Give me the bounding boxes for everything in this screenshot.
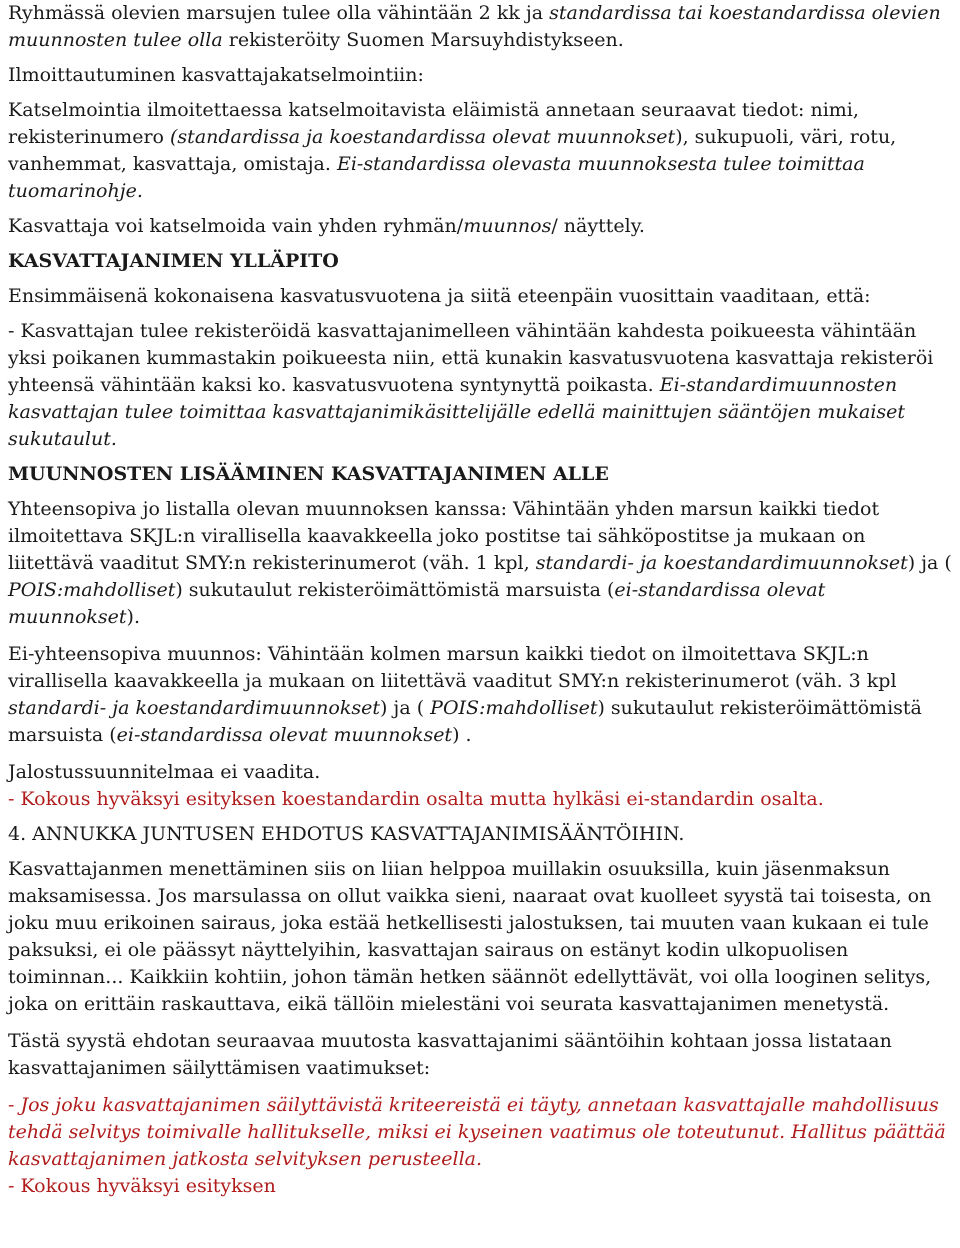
text-run: ) . [452,724,472,746]
text-run: ) sukutaulut rekisteröimättömistä marsuista ( [175,579,615,601]
paragraph-group-registration [8,0,952,54]
heading-proposal-4: 4. ANNUKKA JUNTUSEN EHDOTUS KASVATTAJANIMISÄÄNTÖIHIN. [8,823,685,845]
italic-run: muunnos [463,215,552,237]
heading-adding-variants: MUUNNOSTEN LISÄÄMINEN KASVATTAJANIMEN ALLE [8,463,609,485]
text-run: Katselmointia ilmoitettaessa katselmoitavista eläimistä annetaan seuraavat tiedot: nimi, rekisterinumero [8,99,859,148]
paragraph-enrollment-details [8,97,952,205]
italic-run: (standardissa ja koestandardissa olevat muunnokset [170,126,676,148]
text-run: / näyttely. [551,215,645,237]
italic-run: - Jos joku kasvattajanimen säilyttävistä kriteereistä ei täyty, annetaan kasvattajalle mahdollisuus tehdä selvitys toimivalle hallitukselle, miksi ei kyseinen vaatimus ole toteutunut. Hallitus päättää kasvattajanimen jatkosta selvityksen perusteella. [8,1094,946,1170]
text-run: ) ja ( [379,697,431,719]
italic-run: POIS:mahdolliset [8,579,176,601]
text-run: rekisteröity Suomen Marsuyhdistykseen. [222,29,624,51]
text-run: - Kasvattajan tulee rekisteröidä kasvattajanimelleen vähintään kahdesta poikueesta vähintään yksi poikanen kummastakin poikueesta niin, että kunakin kasvatusvuotena kasvattaja rekisteröi yhteensä vähintään kaksi ko. kasvatusvuotena syntynyttä poikasta. [8,320,934,396]
paragraph-proposal-rationale: Kasvattajanmen menettäminen siis on liian helppoa muillakin osuuksilla, kuin jäsenmaksun maksamisessa. Jos marsulassa on ollut vaikka sieni, naaraat ovat kuolleet syystä tai toisesta, on joku muu erikoinen sairaus, joka estää hetkellisesti jalostuksen, tai muuten vaan kukaan ei tule paksuksi, ei ole päässyt näyttelyihin, kasvattajan sairaus on estänyt kodin ulkopuolisen toiminnan... Kaikkiin kohtiin, johon tämän hetken säännöt edellyttävät, voi olla looginen selitys, joka on erittäin raskauttava, eikä tällöin mielestäni voi seurata kasvattajanimen menetystä. [8,858,932,1015]
text-run: Ryhmässä olevien marsujen tulee olla vähintään 2 kk ja [8,2,550,24]
text-run: ) ja ( [907,552,952,574]
text-run: Yhteensopiva jo listalla olevan muunnoksen kanssa: Vähintään yhden marsun kaikki tiedot ilmoitettava SKJL:n virallisella kaavakkeella joko postitse tai sähköpostitse ja mukaan on liitettävä vaaditut SMY:n rekisterinumerot (väh. 1 kpl, [8,498,880,574]
paragraph-incompatible-variant [8,641,952,749]
paragraph-proposal-text [8,1092,952,1173]
italic-run: standardi- ja koestandardimuunnokset [8,697,380,719]
paragraph-registration-rule [8,318,952,453]
italic-run: standardi- ja koestandardimuunnokset [535,552,908,574]
italic-run: Ei-standardissa olevasta muunnoksesta tulee toimittaa tuomarinohje. [8,153,865,202]
paragraph-proposal-change: Tästä syystä ehdotan seuraavaa muutosta kasvattajanimi sääntöihin kohtaan jossa listataan kasvattajanimen säilyttämisen vaatimukset: [8,1030,892,1079]
text-run: Kasvattaja voi katselmoida vain yhden ryhmän/ [8,215,464,237]
paragraph-breeding-plan: Jalostussuunnitelmaa ei vaadita. [8,761,321,783]
text-run: ) sukutaulut rekisteröimättömistä marsuista ( [8,697,922,746]
paragraph-enrollment-title: Ilmoittautuminen kasvattajakatselmointiin: [8,64,424,86]
italic-run: ei-standardissa olevat muunnokset [116,724,453,746]
paragraph-meeting-decision-1: - Kokous hyväksyi esityksen koestandardin osalta mutta hylkäsi ei-standardin osalta. [8,788,824,810]
text-run: ), sukupuoli, väri, rotu, vanhemmat, kasvattaja, omistaja. [8,126,897,175]
heading-kennel-name-maintenance: KASVATTAJANIMEN YLLÄPITO [8,250,339,272]
italic-run: ei-standardissa olevat muunnokset [8,579,826,628]
text-run: Ei-yhteensopiva muunnos: Vähintään kolmen marsun kaikki tiedot on ilmoitettava SKJL:n virallisella kaavakkeella ja mukaan on liitettävä vaaditut SMY:n rekisterinumerot (väh. 3 kpl [8,643,897,692]
paragraph-one-group [8,213,952,240]
paragraph-yearly-requirements: Ensimmäisenä kokonaisena kasvatusvuotena ja siitä eteenpäin vuosittain vaaditaan, että: [8,285,871,307]
italic-run: POIS:mahdolliset [430,697,598,719]
paragraph-compatible-variant [8,496,952,631]
italic-run: Ei-standardimuunnosten kasvattajan tulee toimittaa kasvattajanimikäsittelijälle edellä mainittujen sääntöjen mukaiset sukutaulut. [8,374,906,450]
text-run: ). [126,606,140,628]
paragraph-meeting-decision-2: - Kokous hyväksyi esityksen [8,1175,276,1197]
italic-run: standardissa tai koestandardissa olevien muunnosten tulee olla [8,2,941,51]
